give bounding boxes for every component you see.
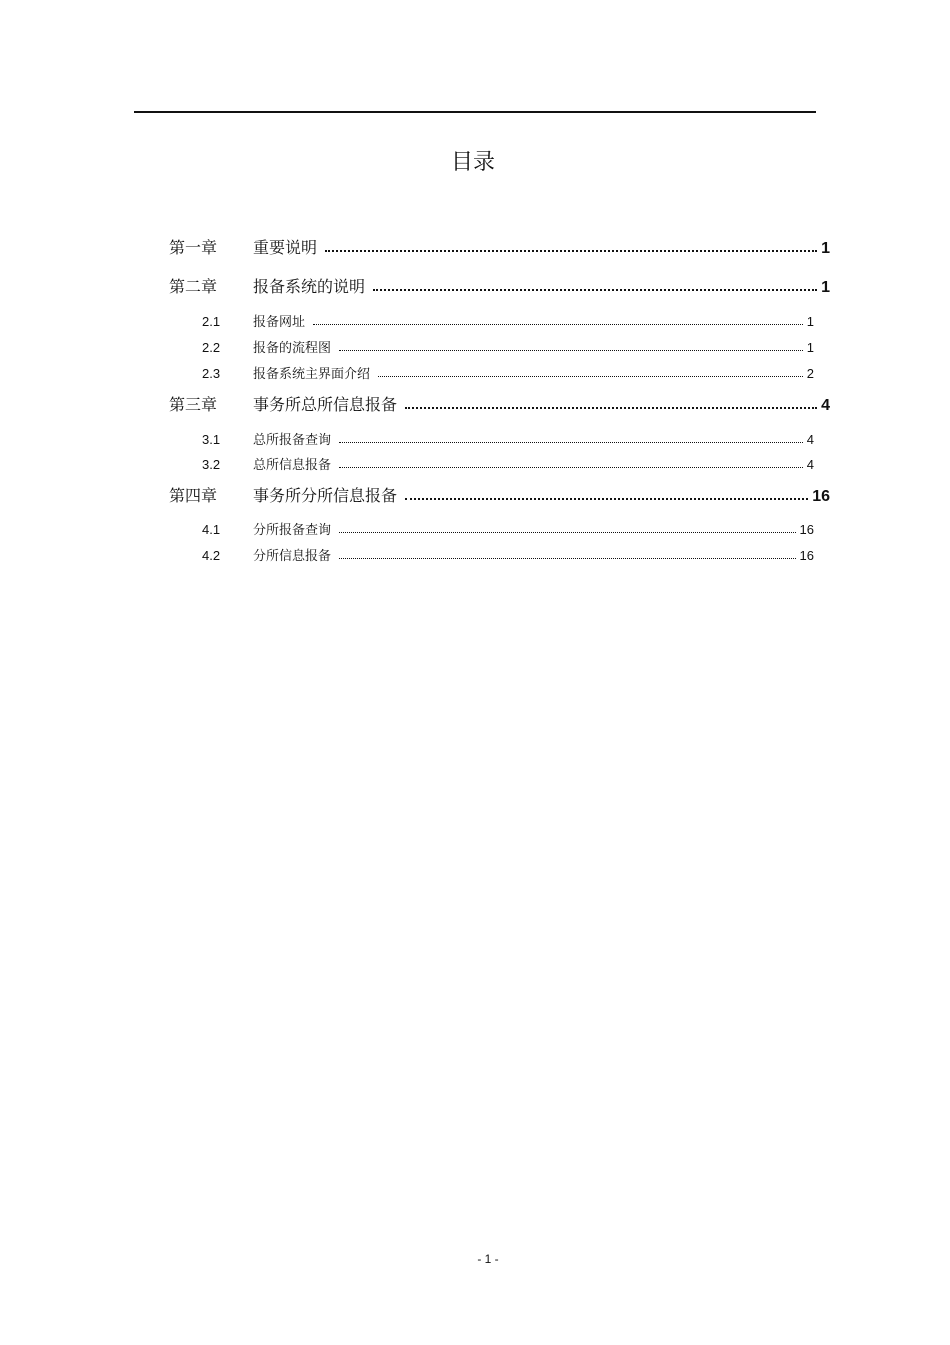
toc-entry-section-4-1[interactable] [202, 520, 814, 540]
toc-page-number: 1 [821, 240, 830, 257]
toc-section-number: 4.1 [202, 522, 221, 537]
toc-chapter-number: 第三章 [169, 395, 218, 414]
toc-page-number: 2 [806, 366, 814, 381]
header-rule [134, 111, 816, 113]
toc-section-number: 4.2 [202, 548, 221, 563]
toc-page-number: 16 [812, 488, 830, 505]
toc-entry-label: 事务所总所信息报备 [253, 395, 398, 414]
toc-dot-leader [339, 339, 803, 352]
toc-chapter-number: 第四章 [169, 486, 218, 505]
toc-entry-label: 报备的流程图 [253, 341, 332, 356]
toc-dot-leader [339, 431, 803, 444]
toc-section-number: 3.1 [202, 432, 221, 447]
toc-entry-label: 总所报备查询 [253, 433, 332, 448]
toc-entry-chapter-2[interactable] [169, 275, 830, 299]
toc-page-number: 4 [821, 397, 830, 414]
toc-title: 目录 [450, 150, 495, 175]
toc-section-number: 2.3 [202, 366, 221, 381]
toc-entry-label: 分所报备查询 [253, 523, 332, 538]
toc-dot-leader [378, 365, 803, 378]
toc-page-number: 4 [806, 457, 814, 472]
toc-section-number: 2.2 [202, 340, 221, 355]
toc-entry-section-2-3[interactable] [202, 364, 814, 384]
toc-page-number: 1 [806, 340, 814, 355]
toc-page-number: 4 [806, 432, 814, 447]
toc-chapter-number: 第二章 [169, 277, 218, 296]
toc-entry-label: 报备系统主界面介绍 [253, 367, 371, 382]
toc-entry-label: 总所信息报备 [253, 458, 332, 473]
toc-entry-label: 分所信息报备 [253, 549, 332, 564]
toc-section-number: 2.1 [202, 314, 221, 329]
toc-dot-leader [313, 313, 803, 326]
toc-entry-section-2-1[interactable] [202, 312, 814, 332]
toc-entry-label: 重要说明 [253, 238, 318, 257]
toc-page-number: 16 [799, 548, 814, 563]
toc-dot-leader [405, 485, 808, 501]
toc-entry-label: 报备系统的说明 [253, 277, 366, 296]
toc-entry-chapter-4[interactable] [169, 484, 830, 508]
toc-entry-section-4-2[interactable] [202, 546, 814, 566]
toc-chapter-number: 第一章 [169, 238, 218, 257]
toc-entry-label: 报备网址 [253, 315, 306, 330]
toc-section-number: 3.2 [202, 457, 221, 472]
toc-entry-chapter-1[interactable] [169, 236, 830, 260]
toc-dot-leader [339, 456, 803, 469]
toc-page-number: 16 [799, 522, 814, 537]
toc-entry-chapter-3[interactable] [169, 393, 830, 417]
toc-dot-leader [405, 394, 817, 410]
toc-page-number: 1 [806, 314, 814, 329]
toc-page-number: 1 [821, 279, 830, 296]
toc-entry-label: 事务所分所信息报备 [253, 486, 398, 505]
toc-dot-leader [373, 276, 817, 292]
toc-dot-leader [339, 547, 796, 560]
page-number: - 1 - [477, 1252, 499, 1266]
toc-entry-section-2-2[interactable] [202, 338, 814, 358]
toc-dot-leader [339, 521, 796, 534]
toc-entry-section-3-2[interactable] [202, 455, 814, 475]
toc-entry-section-3-1[interactable] [202, 430, 814, 450]
toc-dot-leader [325, 237, 817, 253]
